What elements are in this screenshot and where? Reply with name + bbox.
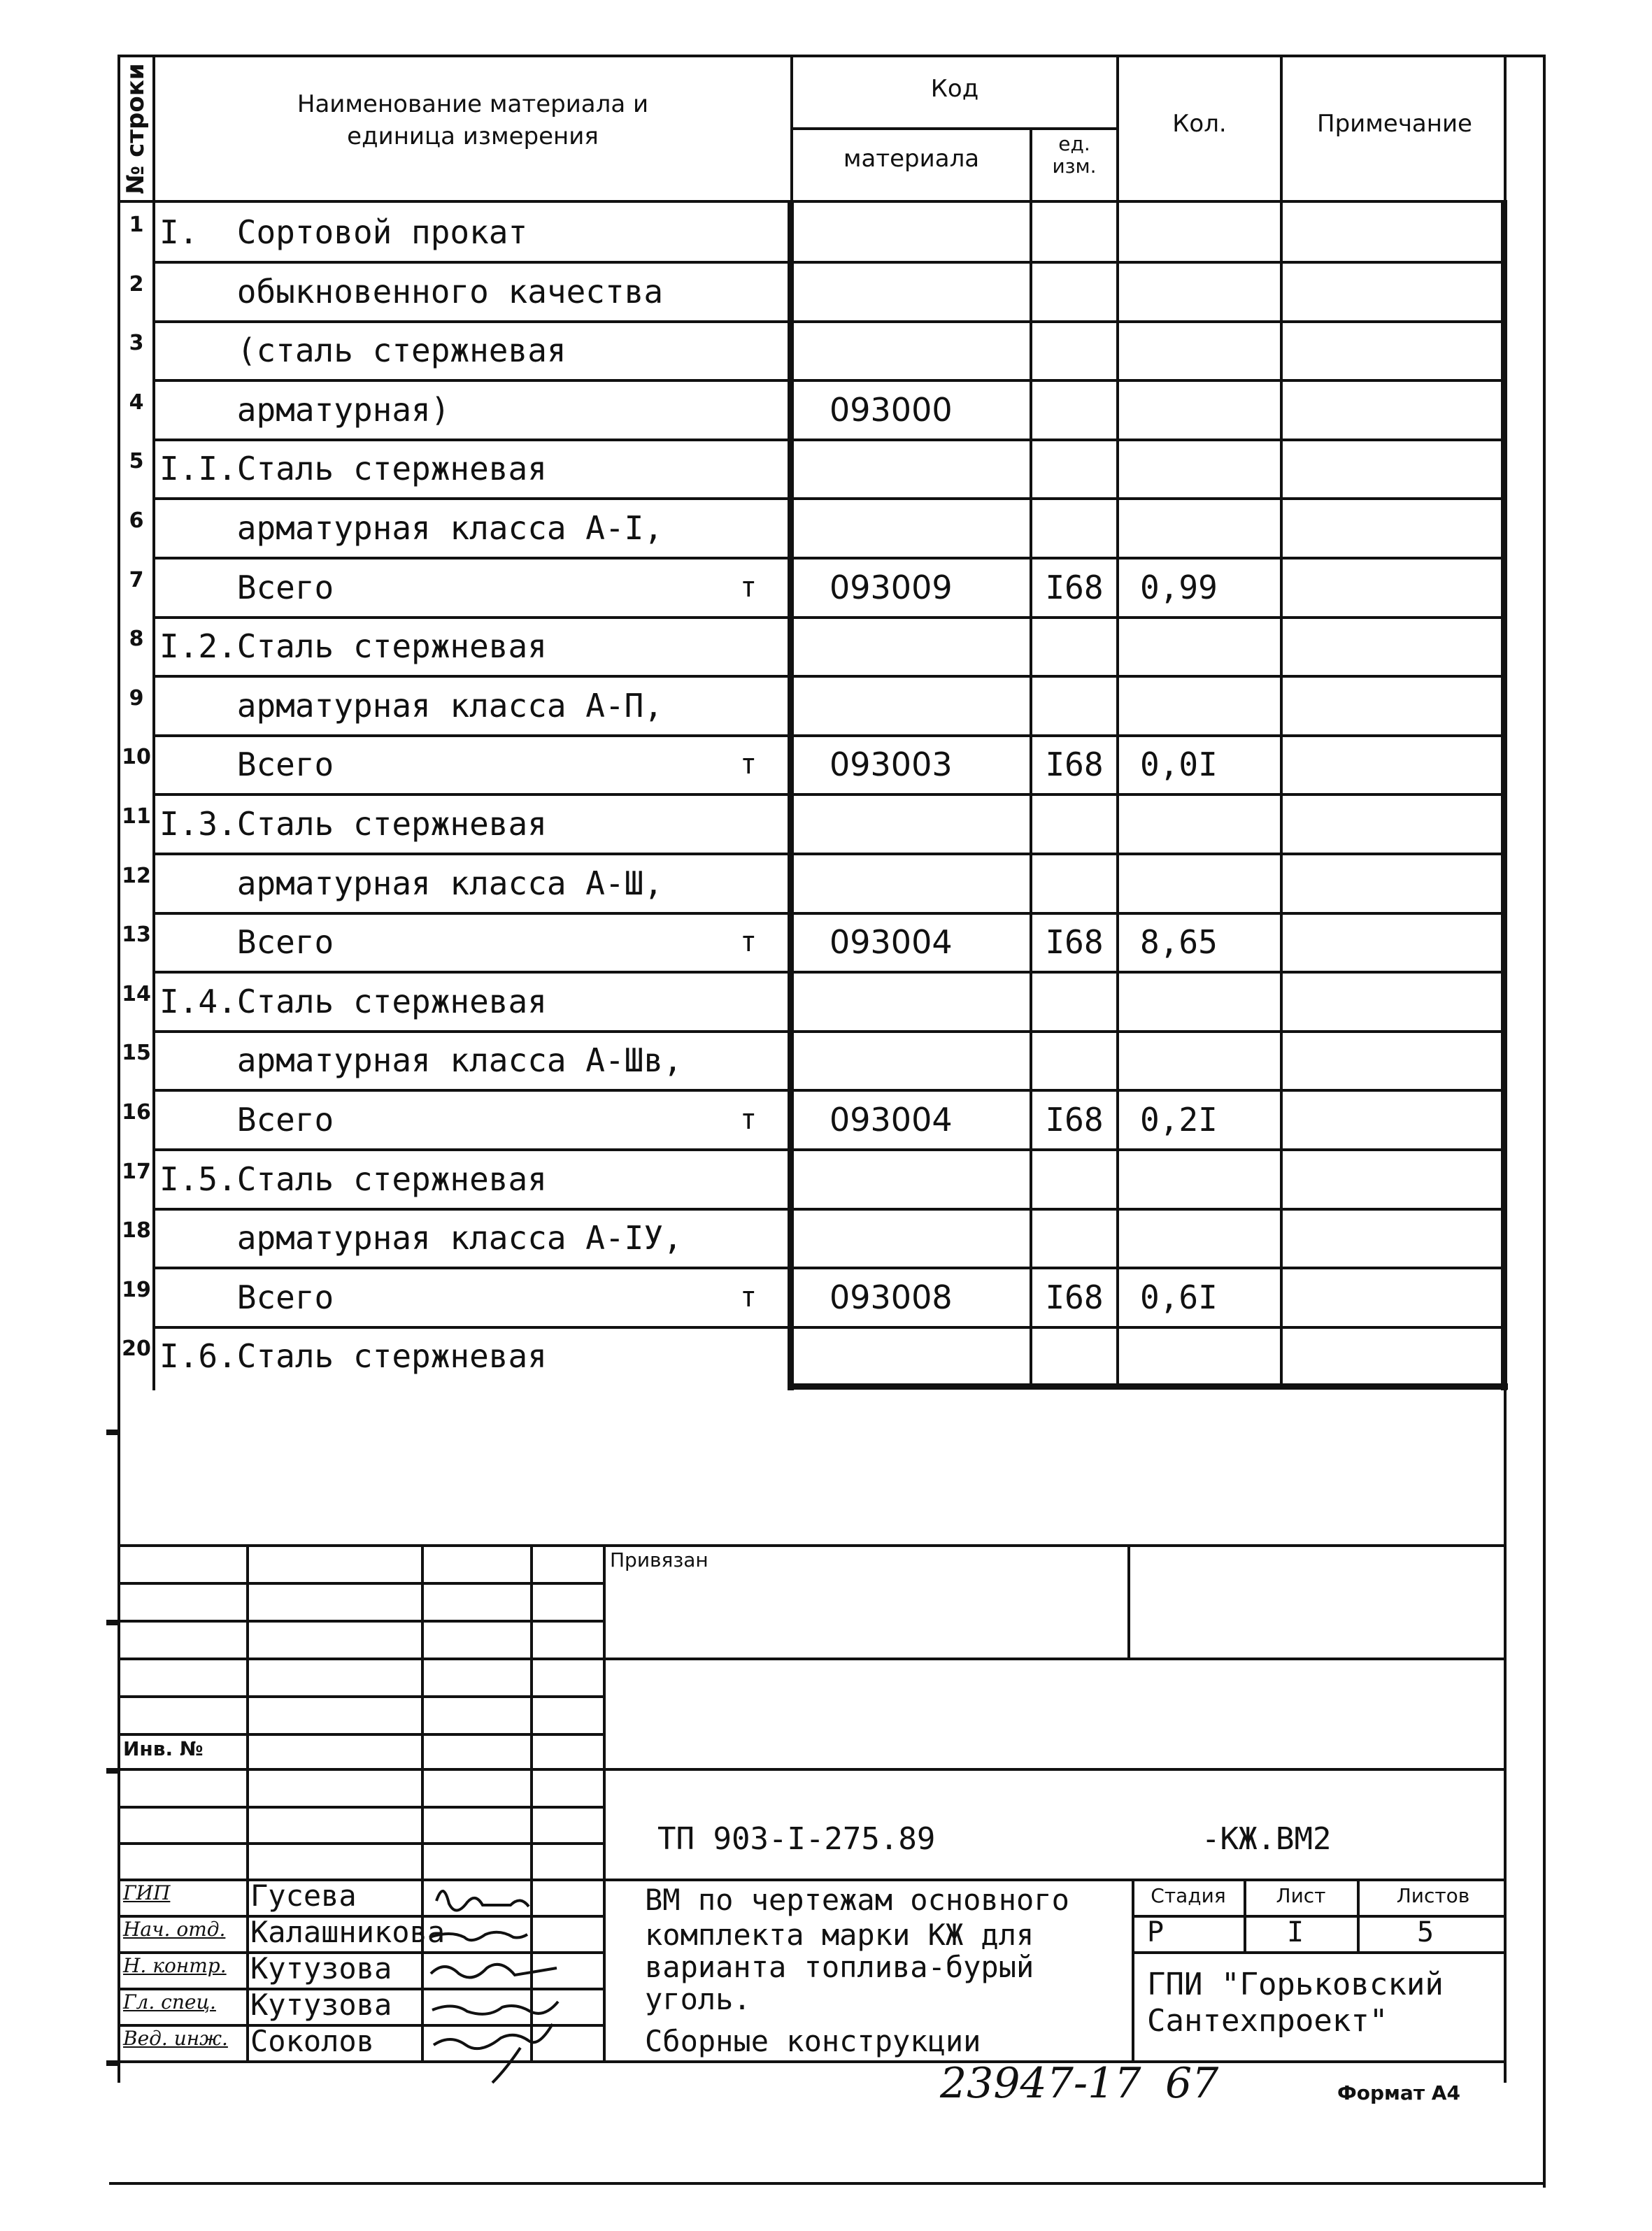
row-number: 2 xyxy=(129,272,144,297)
material-code xyxy=(829,262,1025,321)
stamp-row-3 xyxy=(118,1658,1507,1660)
material-code xyxy=(829,676,1025,735)
unit-of-measure xyxy=(727,321,769,380)
row-number: 7 xyxy=(129,568,144,592)
archive-number: 23947-17 xyxy=(940,2059,1141,2108)
material-code xyxy=(829,203,1025,262)
material-name: Всего xyxy=(159,1101,334,1139)
margin-tick xyxy=(106,1620,119,1625)
material-name: Всего xyxy=(159,923,334,961)
unit-code xyxy=(1032,203,1116,262)
material-name-header-line2: единица измерения xyxy=(347,122,599,150)
inv-no-label: Инв. № xyxy=(123,1737,204,1760)
stamp-title-line: Сборные конструкции xyxy=(645,2024,981,2058)
unit-of-measure xyxy=(727,854,769,913)
quantity-value xyxy=(1140,854,1280,913)
row-number: 5 xyxy=(129,449,144,473)
stamp-title-line: ВМ по чертежам основного xyxy=(645,1883,1069,1917)
stamp-person-name: Кутузова xyxy=(250,1988,392,2022)
material-name: обыкновенного качества xyxy=(159,273,664,311)
material-code xyxy=(829,1327,1025,1385)
material-code xyxy=(829,972,1025,1031)
organization-line2: Сантехпроект" xyxy=(1147,2003,1388,2039)
material-name: (сталь стержневая xyxy=(159,332,567,369)
material-name: I.3.Сталь стержневая xyxy=(159,805,547,843)
material-code xyxy=(829,321,1025,380)
row-number: 6 xyxy=(129,508,144,533)
row-number-header: № строки xyxy=(122,63,150,194)
material-name: Всего xyxy=(159,1278,334,1316)
material-name: арматурная класса А-П, xyxy=(159,687,664,725)
material-code xyxy=(829,854,1025,913)
row-number: 9 xyxy=(129,686,144,711)
stage-value: Р xyxy=(1147,1916,1165,1948)
stamp-row-6 xyxy=(118,1768,1507,1771)
row-number: 13 xyxy=(122,922,151,947)
code-material-header: материала xyxy=(843,145,980,173)
unit-code xyxy=(1032,794,1116,853)
quantity-value xyxy=(1140,203,1280,262)
stamp-title-org-divider xyxy=(1132,1879,1134,2060)
unit-of-measure: т xyxy=(739,748,757,781)
stamp-stage-header-line xyxy=(1132,1915,1507,1918)
material-code xyxy=(829,794,1025,853)
stamp-role: Гл. спец. xyxy=(123,1990,216,2013)
stamp-stage-value-line xyxy=(1132,1951,1507,1954)
material-name: арматурная класса А-I, xyxy=(159,509,664,547)
row-number: 8 xyxy=(129,627,144,651)
row-number: 10 xyxy=(122,745,151,769)
material-code: 093004 xyxy=(829,1101,953,1139)
quantity-value xyxy=(1140,262,1280,321)
material-code xyxy=(829,499,1025,557)
material-name: I.5.Сталь стержневая xyxy=(159,1160,547,1198)
unit-code xyxy=(1032,972,1116,1031)
row-number: 3 xyxy=(129,331,144,355)
stamp-person-name: Соколов xyxy=(250,2024,375,2058)
stamp-role: ГИП xyxy=(123,1881,171,1904)
stamp-col-1 xyxy=(246,1544,249,2062)
material-code: 093009 xyxy=(829,569,953,606)
row-number: 18 xyxy=(122,1218,151,1243)
quantity-value xyxy=(1140,617,1280,676)
stamp-role: Н. контр. xyxy=(123,1954,227,1977)
material-code: 093003 xyxy=(829,746,953,783)
code-header: Код xyxy=(930,75,979,103)
unit-of-measure xyxy=(727,1150,769,1209)
material-name: I. Сортовой прокат xyxy=(159,213,528,251)
sheet-label: Лист xyxy=(1276,1884,1326,1907)
quantity-value xyxy=(1140,794,1280,853)
unit-of-measure: т xyxy=(739,1281,757,1313)
quantity-value xyxy=(1140,499,1280,557)
stamp-title-line: уголь. xyxy=(645,1982,751,2016)
row-number: 17 xyxy=(122,1160,151,1184)
material-name: Всего xyxy=(159,569,334,606)
stamp-role: Вед. инж. xyxy=(123,2027,228,2050)
material-code xyxy=(829,1031,1025,1090)
quantity-value xyxy=(1140,1327,1280,1385)
unit-code xyxy=(1032,1031,1116,1090)
material-name: арматурная класса А-IУ, xyxy=(159,1219,683,1257)
margin-tick xyxy=(106,1430,119,1435)
material-code xyxy=(829,1150,1025,1209)
frame-bottom-line xyxy=(109,2182,1546,2185)
sheet-value: I xyxy=(1287,1916,1304,1948)
material-code: 093000 xyxy=(829,391,953,429)
unit-of-measure xyxy=(727,203,769,262)
col-rownum-line xyxy=(152,55,155,1390)
note-header: Примечание xyxy=(1317,110,1472,138)
stamp-person-name: Гусева xyxy=(250,1879,357,1913)
organization-line1: ГПИ "Горьковский xyxy=(1147,1967,1444,2002)
quantity-header: Кол. xyxy=(1172,110,1227,138)
quantity-value xyxy=(1140,321,1280,380)
material-name: арматурная класса А-Ш, xyxy=(159,864,664,902)
stamp-person-name: Калашникова xyxy=(250,1915,446,1949)
row-number: 14 xyxy=(122,982,151,1006)
unit-of-measure xyxy=(727,617,769,676)
unit-of-measure: т xyxy=(739,926,757,958)
unit-of-measure: т xyxy=(739,1104,757,1136)
quantity-value xyxy=(1140,1209,1280,1267)
quantity-value xyxy=(1140,1031,1280,1090)
quantity-value xyxy=(1140,1150,1280,1209)
document-code-suffix: -КЖ.ВМ2 xyxy=(1202,1821,1332,1857)
unit-code xyxy=(1032,676,1116,735)
unit-code: I68 xyxy=(1045,746,1104,783)
quantity-value: 0,0I xyxy=(1140,746,1218,783)
unit-code xyxy=(1032,617,1116,676)
stamp-privyazan-divider xyxy=(1127,1544,1130,1658)
unit-of-measure xyxy=(727,676,769,735)
unit-code: I68 xyxy=(1045,569,1104,606)
material-name-header-line1: Наименование материала и xyxy=(297,90,649,118)
row-number: 12 xyxy=(122,864,151,888)
material-name: арматурная) xyxy=(159,391,450,429)
margin-tick xyxy=(106,1768,119,1774)
quantity-value xyxy=(1140,380,1280,439)
frame-right-outer-line xyxy=(1543,55,1546,2188)
quantity-value: 0,2I xyxy=(1140,1101,1218,1139)
unit-code xyxy=(1032,1209,1116,1267)
row-number: 11 xyxy=(122,804,151,829)
stamp-role: Нач. отд. xyxy=(123,1918,226,1941)
row-number: 15 xyxy=(122,1041,151,1065)
stamp-top-line xyxy=(118,1544,1507,1547)
material-name: арматурная класса А-Шв, xyxy=(159,1041,683,1079)
unit-of-measure xyxy=(727,1031,769,1090)
material-code xyxy=(829,617,1025,676)
quantity-value: 0,99 xyxy=(1140,569,1218,606)
quantity-value xyxy=(1140,676,1280,735)
sheets-label: Листов xyxy=(1396,1884,1470,1907)
unit-of-measure xyxy=(727,1327,769,1385)
material-code xyxy=(829,1209,1025,1267)
unit-code: I68 xyxy=(1045,1278,1104,1316)
margin-tick xyxy=(106,2060,119,2066)
unit-code: I68 xyxy=(1045,923,1104,961)
unit-of-measure xyxy=(727,439,769,498)
quantity-value: 8,65 xyxy=(1140,923,1218,961)
unit-of-measure xyxy=(727,499,769,557)
page-number: 67 xyxy=(1165,2059,1219,2108)
row-number: 16 xyxy=(122,1100,151,1125)
row-number: 19 xyxy=(122,1278,151,1302)
document-code: ТП 903-I-275.89 xyxy=(657,1821,936,1857)
unit-code xyxy=(1032,439,1116,498)
stage-label: Стадия xyxy=(1151,1884,1226,1907)
stamp-title-line: комплекта марки КЖ для xyxy=(645,1918,1034,1952)
sheets-value: 5 xyxy=(1417,1916,1434,1948)
unit-code xyxy=(1032,1327,1116,1385)
material-code: 093008 xyxy=(829,1278,953,1316)
unit-code xyxy=(1032,1150,1116,1209)
unit-of-measure: т xyxy=(739,571,757,604)
stamp-person-name: Кутузова xyxy=(250,1951,392,1986)
privyazan-label: Привязан xyxy=(610,1548,708,1571)
row-number: 4 xyxy=(129,390,144,415)
material-code: 093004 xyxy=(829,923,953,961)
unit-of-measure xyxy=(727,262,769,321)
unit-of-measure xyxy=(727,972,769,1031)
code-unit-header-line2: изм. xyxy=(1052,155,1097,178)
material-name: Всего xyxy=(159,746,334,783)
row-number: 1 xyxy=(129,213,144,237)
stamp-bottom-line xyxy=(109,2060,1507,2063)
unit-code xyxy=(1032,321,1116,380)
material-name: I.I.Сталь стержневая xyxy=(159,450,547,487)
signature-scribbles xyxy=(422,1880,604,2090)
format-label: Формат А4 xyxy=(1337,2081,1460,2104)
material-name: I.2.Сталь стержневая xyxy=(159,627,547,665)
code-unit-header-line1: ед. xyxy=(1058,132,1090,155)
unit-code xyxy=(1032,499,1116,557)
quantity-value: 0,6I xyxy=(1140,1278,1218,1316)
quantity-value xyxy=(1140,972,1280,1031)
unit-code xyxy=(1032,854,1116,913)
unit-of-measure xyxy=(727,794,769,853)
code-subheader-line xyxy=(790,127,1118,130)
unit-of-measure xyxy=(727,380,769,439)
quantity-value xyxy=(1140,439,1280,498)
stamp-title-line: варианта топлива-бурый xyxy=(645,1950,1034,1984)
row-number: 20 xyxy=(122,1337,151,1361)
frame-top-line xyxy=(118,55,1546,57)
material-name: I.4.Сталь стержневая xyxy=(159,983,547,1020)
unit-of-measure xyxy=(727,1209,769,1267)
unit-code: I68 xyxy=(1045,1101,1104,1139)
material-name: I.6.Сталь стержневая xyxy=(159,1337,547,1375)
unit-code xyxy=(1032,262,1116,321)
unit-code xyxy=(1032,380,1116,439)
material-code xyxy=(829,439,1025,498)
